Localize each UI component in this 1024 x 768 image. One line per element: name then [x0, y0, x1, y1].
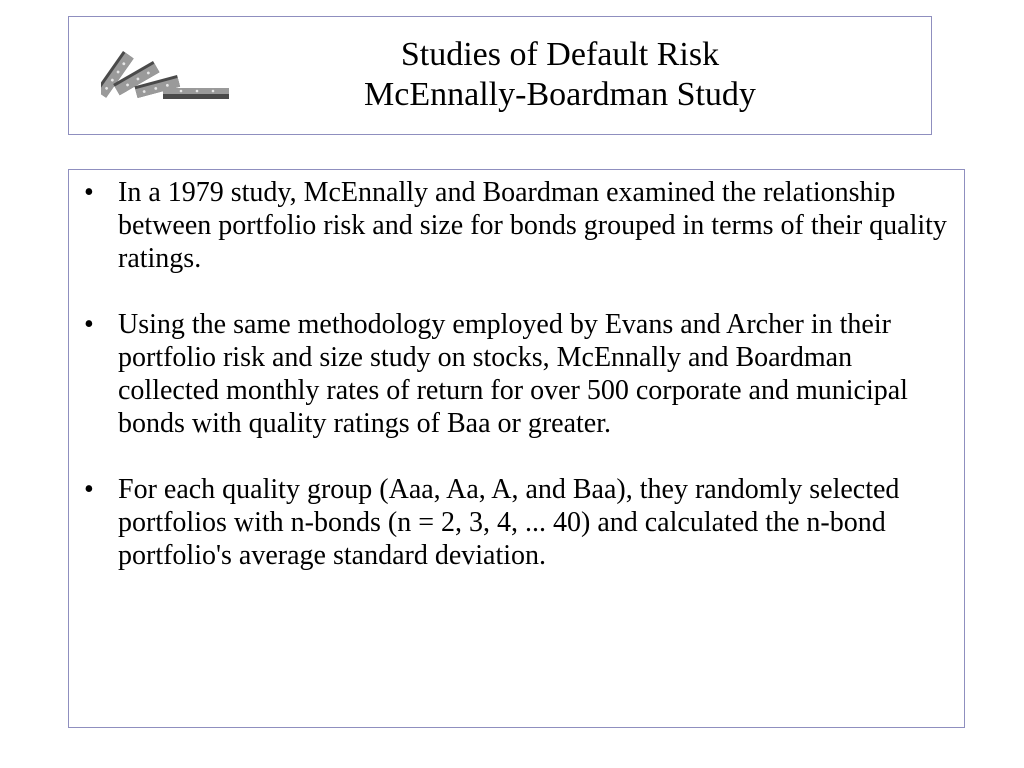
bullet-dot-icon: • — [84, 309, 94, 340]
falling-dominoes-icon — [101, 47, 233, 107]
bullet-item — [81, 473, 956, 572]
bullet-text: For each quality group (Aaa, Aa, A, and Baa), they randomly selected portfolios with n-bonds (n = 2, 3, 4, ... 40) and calculated the n-bond portfolio's average standard deviation. — [118, 474, 900, 571]
title-box — [68, 16, 932, 135]
bullet-item — [81, 308, 956, 440]
bullet-text: Using the same methodology employed by Evans and Archer in their portfolio risk and size study on stocks, McEnnally and Boardman collected monthly rates of return for over 500 corporate and municipal bonds with quality ratings of Baa or greater. — [118, 309, 908, 439]
bullet-dot-icon: • — [84, 474, 94, 505]
bullet-item — [81, 176, 956, 275]
title-line-2: McEnnally-Boardman Study — [364, 76, 756, 113]
content-box — [68, 169, 965, 728]
slide-title — [229, 35, 891, 115]
bullet-list — [81, 176, 956, 605]
title-line-1: Studies of Default Risk — [400, 36, 720, 73]
bullet-text: In a 1979 study, McEnnally and Boardman examined the relationship between portfolio risk and size for bonds grouped in terms of their quality ratings. — [118, 177, 947, 274]
bullet-dot-icon: • — [84, 177, 94, 208]
